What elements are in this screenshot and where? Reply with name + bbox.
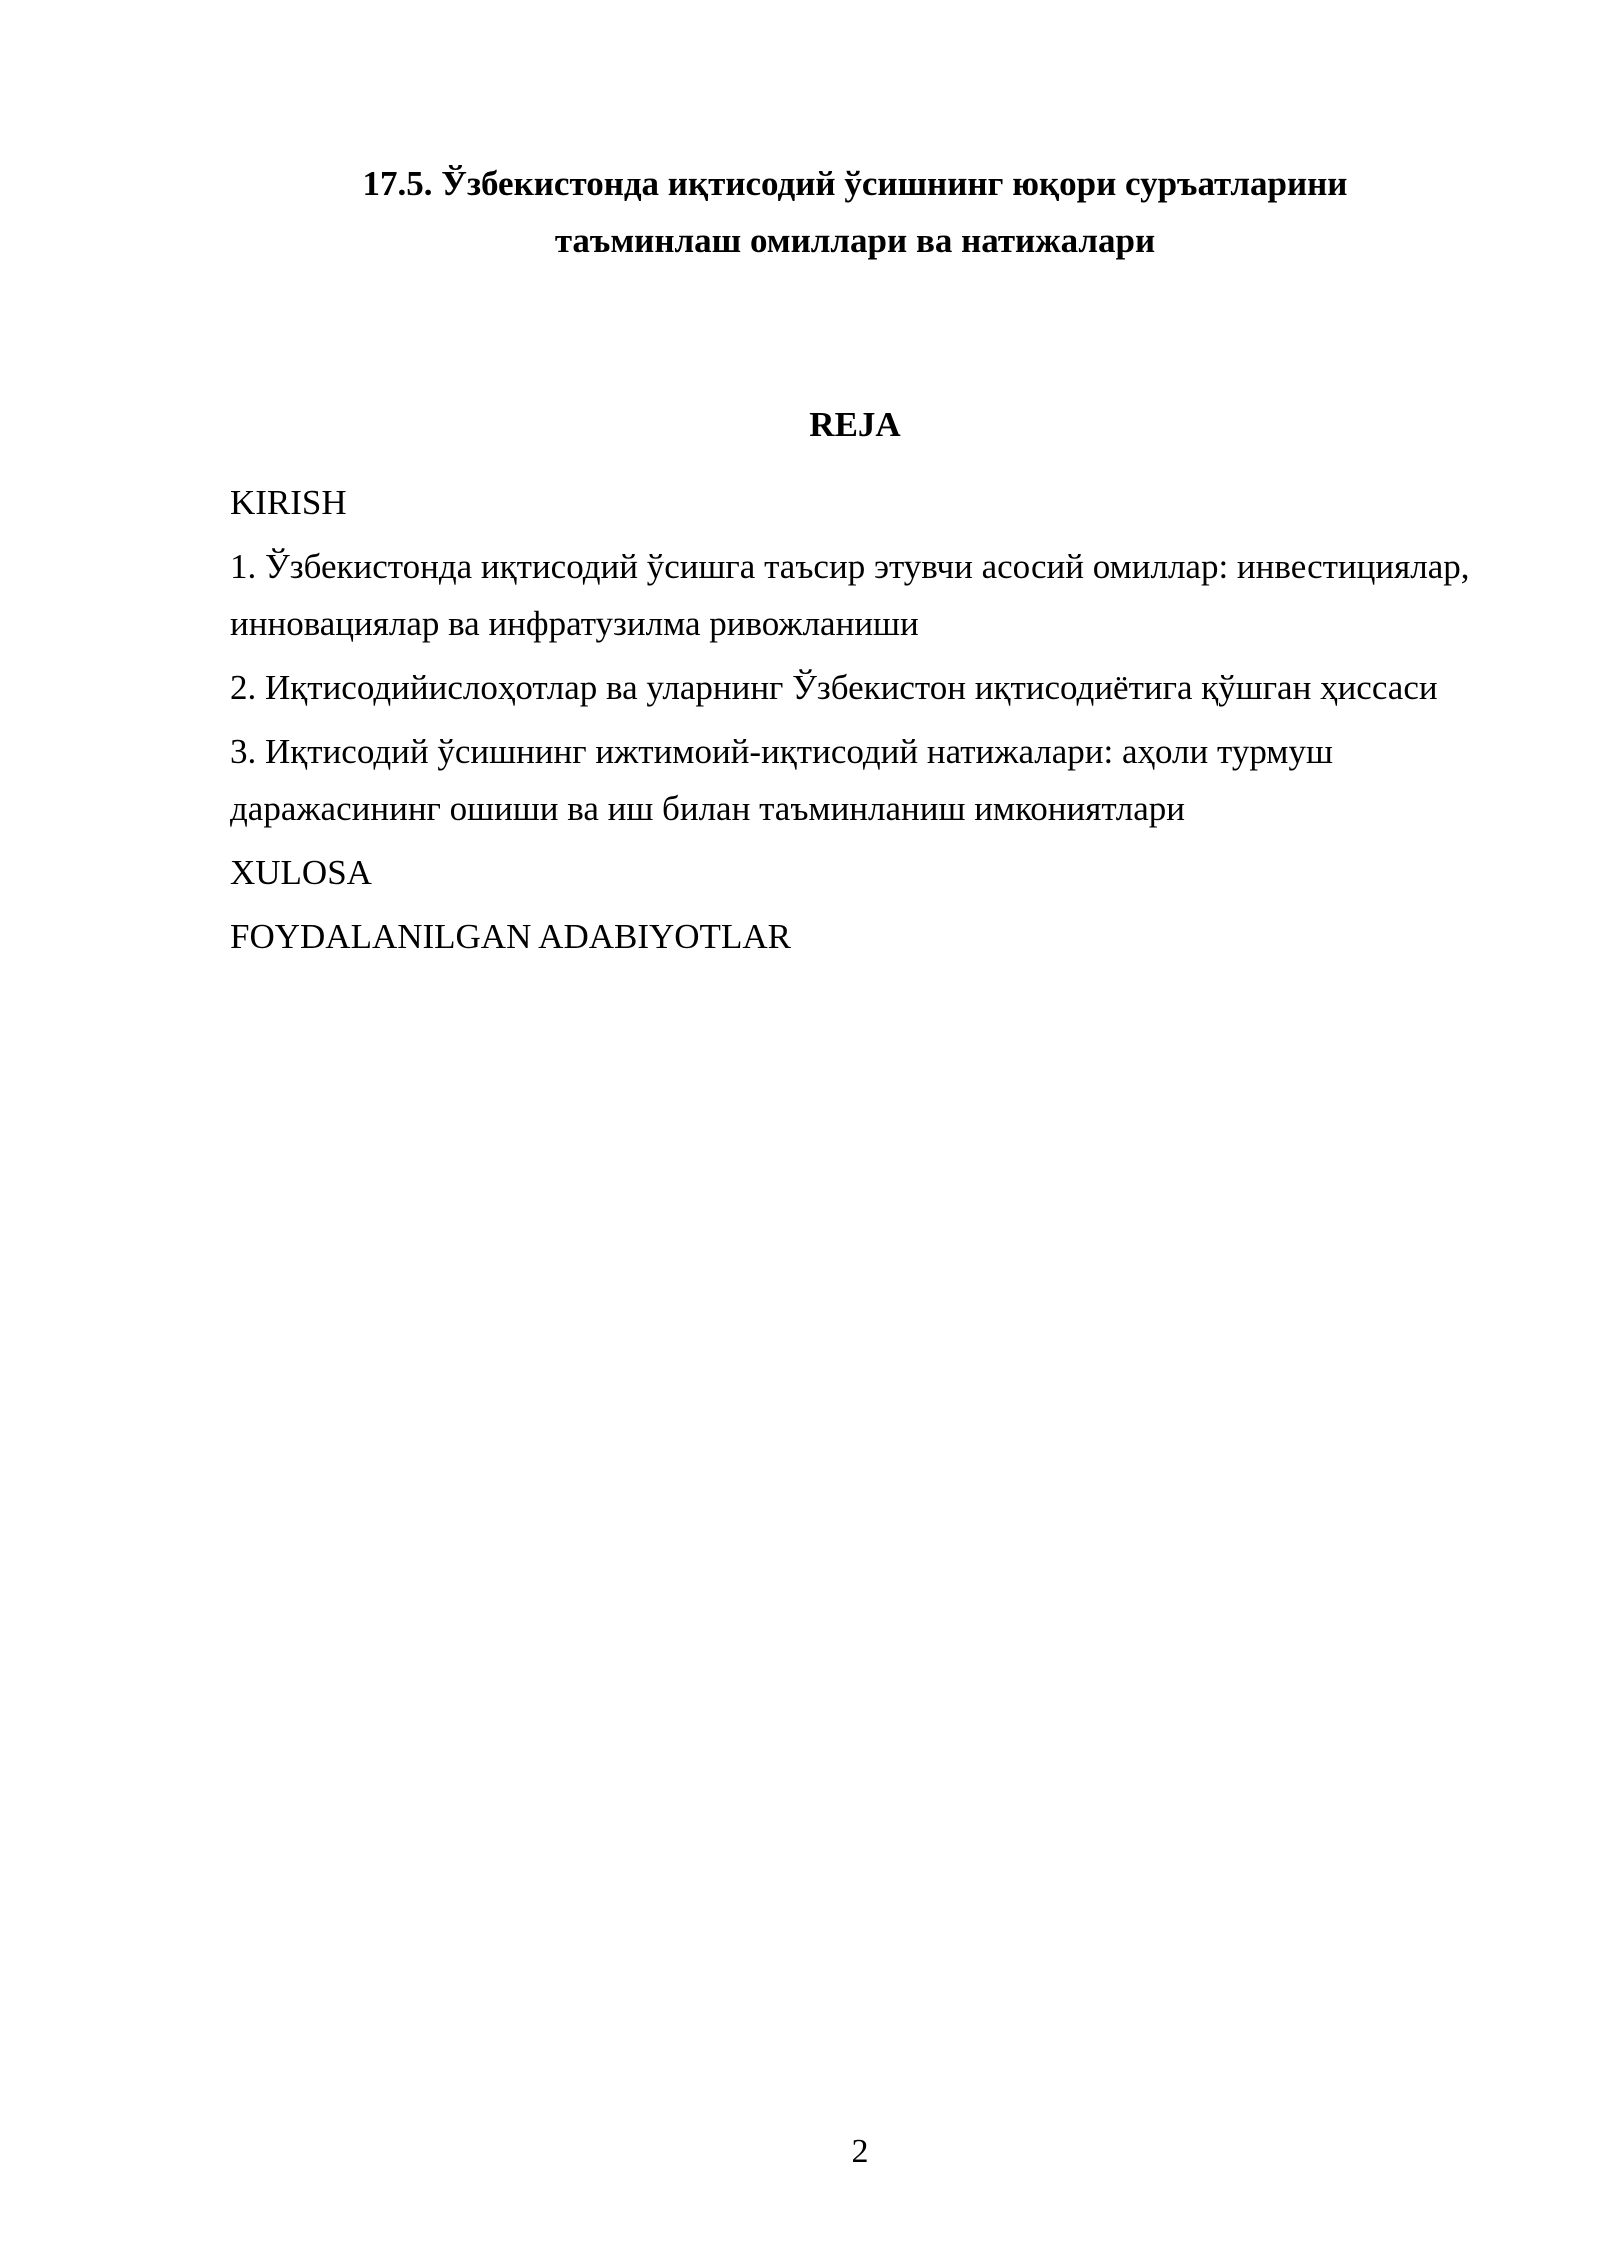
plan-item-conclusion: XULOSA	[230, 853, 372, 892]
title-line-1: 17.5. Ўзбекистонда иқтисодий ўсишнинг юқори суръатларини	[362, 164, 1348, 203]
plan-item-introduction: KIRISH	[230, 483, 347, 522]
page-number: 2	[851, 2133, 869, 2170]
plan-heading: REJA	[809, 405, 901, 444]
title-line-2: таъминлаш омиллари ва натижалари	[554, 221, 1156, 260]
plan-item-3: 3. Иқтисодий ўсишнинг ижтимоий-иқтисодий натижалари: аҳоли турмуш даражасининг ошиши ва иш билан таъминланиш имкониятлари	[230, 732, 1333, 828]
plan-item-1: 1. Ўзбекистонда иқтисодий ўсишга таъсир этувчи асосий омиллар: инвестициялар, инновациялар ва инфратузилма ривожланиши	[230, 547, 1470, 643]
document-title	[230, 155, 1480, 269]
plan-item-2: 2. Иқтисодийислоҳотлар ва уларнинг Ўзбекистон иқтисодиётига қўшган ҳиссаси	[230, 668, 1438, 707]
plan-item-references: FOYDALANILGAN ADABIYOTLAR	[230, 917, 791, 956]
plan-list	[230, 474, 1470, 972]
